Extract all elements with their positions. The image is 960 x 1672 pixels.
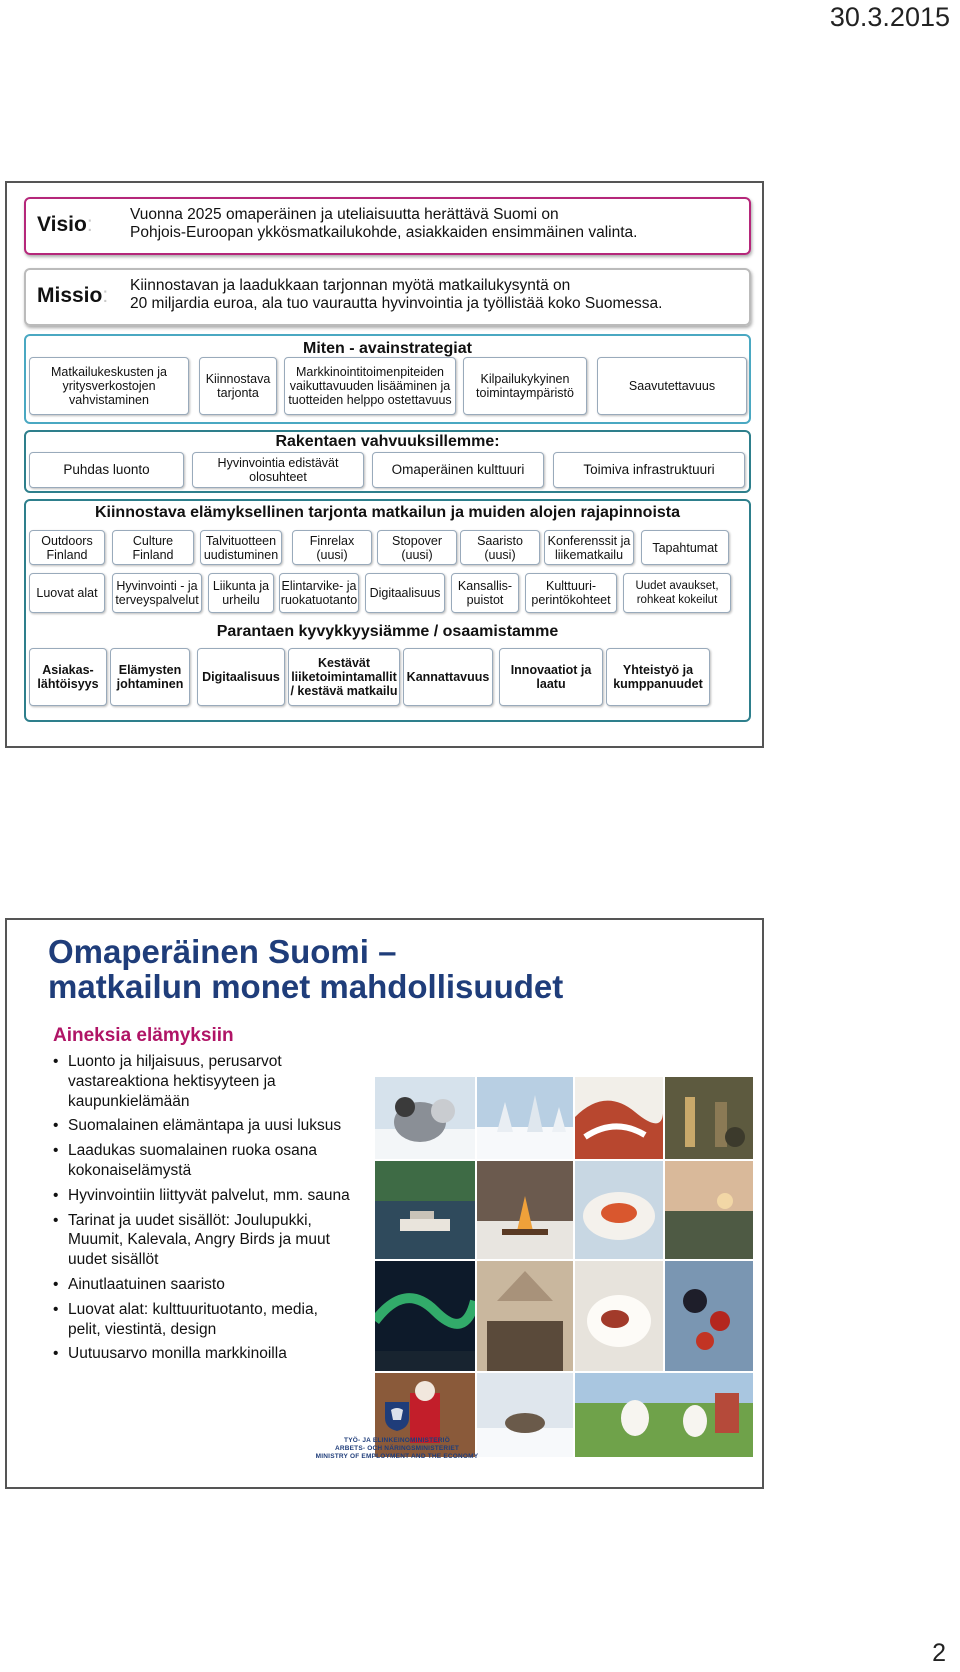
strengths-group [24,430,751,493]
offering-cell: Luovat alat [29,573,105,613]
offering-cell: Kulttuuri-perintökohteet [525,573,617,613]
strategy-item: Matkailukeskusten ja yritysverkostojen vahvistaminen [29,357,189,415]
offering-cell: Saaristo (uusi) [460,530,540,565]
logo-text-sv: ARBETS- OCH NÄRINGSMINISTERIET [334,1445,460,1452]
capability-cell: Innovaatiot ja laatu [499,648,603,706]
capability-cell: Kestävät liiketoimintamallit / kestävä matkailu [288,648,400,706]
berries-photo [665,1261,753,1371]
offering-cell: Outdoors Finland [29,530,105,565]
strategy-item: Saavutettavuus [597,357,747,415]
strength-item: Hyvinvointia edistävät olosuhteet [192,452,364,488]
strengths-title: Rakentaen vahvuuksillemme: [275,433,500,450]
capability-cell: Digitaalisuus [197,648,285,706]
list-item: • Laadukas suomalainen ruoka osana kokonaiselämystä [51,1141,351,1181]
offering-cell: Konferenssit ja liikematkailu [544,530,634,565]
logo-text-fi: TYÖ- JA ELINKEINOMINISTERIÖ [344,1437,450,1444]
strength-item: Toimiva infrastruktuuri [553,452,745,488]
sunset-landscape-photo [665,1161,753,1259]
list-item: • Hyvinvointiin liittyvät palvelut, mm. sauna [51,1186,351,1206]
list-item: • Tarinat ja uudet sisällöt: Joulupukki, Muumit, Kalevala, Angry Birds ja muut uudet sisällöt [51,1211,351,1270]
list-item: • Luonto ja hiljaisuus, perusarvot vastareaktiona hektisyyteen ja kaupunkielämään [51,1052,351,1111]
offering-cell: Kansallis-puistot [451,573,519,613]
capability-cell: Elämysten johtaminen [110,648,190,706]
page-number: 2 [932,1639,946,1667]
offering-cell: Tapahtumat [641,530,729,565]
dish-photo [575,1261,663,1371]
capability-cell: Asiakas-lähtöisyys [29,648,107,706]
strategy-item: Markkinointitoimenpiteiden vaikuttavuuden lisääminen ja tuotteiden helppo ostettavuus [284,357,456,415]
aurora-photo [375,1261,475,1371]
food-photo [575,1161,663,1259]
lion-crest-icon [383,1400,411,1432]
visio-text: Vuonna 2025 omaperäinen ja uteliaisuutta herättävä Suomi on Pohjois-Euroopan ykkösmatkailukohde, asiakkaiden ensimmäinen valinta. [130,206,638,241]
slide-title: Omaperäinen Suomi – matkailun monet mahdollisuudet [48,933,564,1005]
strength-item: Puhdas luonto [29,452,184,488]
slide-1 [5,181,764,748]
strategies-title: Miten - avainstrategiat [303,340,472,357]
offering-cell: Digitaalisuus [365,573,445,613]
list-item: • Luovat alat: kulttuurituotanto, media, pelit, viestintä, design [51,1300,351,1340]
lake-boat-photo [375,1161,475,1259]
list-item: • Uutuusarvo monilla markkinoilla [51,1344,351,1364]
slide-subtitle: Aineksia elämyksiin [53,1025,234,1046]
list-item: • Ainutlaatuinen saaristo [51,1275,351,1295]
church-photo [477,1261,573,1371]
logo-text-en: MINISTRY OF EMPLOYMENT AND THE ECONOMY [315,1453,479,1460]
offering-cell: Culture Finland [112,530,194,565]
capability-cell: Yhteistyö ja kumppanuudet [606,648,710,706]
snowy-forest-photo [477,1077,573,1159]
offering-cell: Talvituotteen uudistuminen [200,530,282,565]
strategy-item: Kiinnostava tarjonta [199,357,277,415]
design-fabric-photo [575,1077,663,1159]
missio-text: Kiinnostavan ja laadukkaan tarjonnan myötä matkailukysyntä on 20 miljardia euroa, ala tuo vaurautta hyvinvointia ja työllistää koko Suomessa. [130,277,663,312]
campfire-photo [477,1161,573,1259]
offering-title: Kiinnostava elämyksellinen tarjonta matkailun ja muiden alojen rajapinnoista [94,504,681,521]
bullet-list [51,1052,351,1369]
capabilities-title: Parantaen kyvykkyysiämme / osaamistamme [216,623,559,640]
list-item: • Suomalainen elämäntapa ja uusi luksus [51,1116,351,1136]
strategies-group [24,334,751,424]
missio-box [24,268,751,326]
ministry-logo [297,1400,497,1461]
concert-photo [665,1077,753,1159]
date: 30.3.2015 [829,2,950,32]
offering-cell: Finrelax (uusi) [292,530,372,565]
strength-item: Omaperäinen kulttuuri [372,452,544,488]
strategy-item: Kilpailukykyinen toimintaympäristö [463,357,587,415]
capability-cell: Kannattavuus [403,648,493,706]
visio-label: Visio: [37,213,93,236]
missio-label: Missio: [37,284,109,307]
visio-box [24,197,751,255]
offering-cell: Uudet avaukset, rohkeat kokeilut [623,573,731,613]
offering-cell: Elintarvike- ja ruokatuotanto [279,573,359,613]
offering-cell: Stopover (uusi) [377,530,457,565]
offering-cell: Liikunta ja urheilu [208,573,274,613]
offering-cell: Hyvinvointi - ja terveyspalvelut [112,573,202,613]
husky-photo [375,1077,475,1159]
slide-2 [5,918,764,1489]
moomin-photo [575,1373,753,1457]
offering-group [24,499,751,722]
